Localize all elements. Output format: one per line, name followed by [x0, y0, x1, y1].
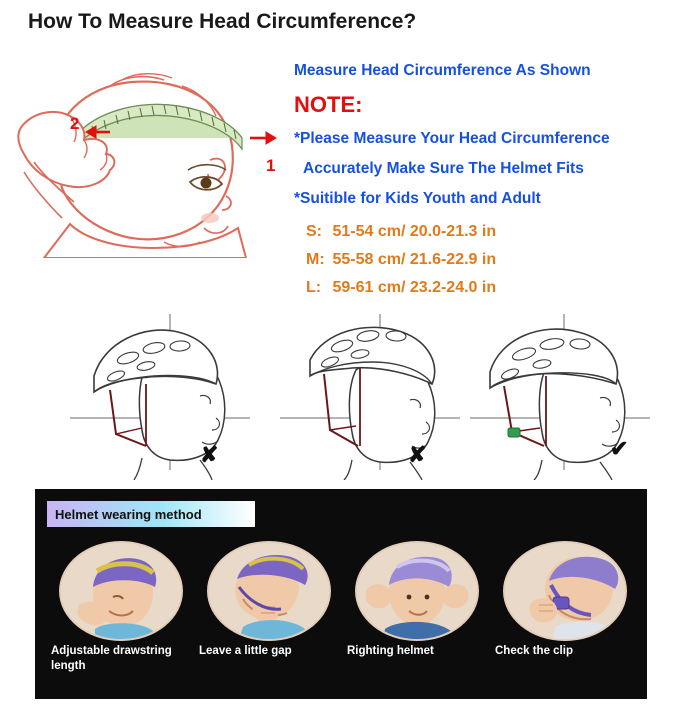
wearing-step-2 [193, 541, 341, 693]
size-row-s [306, 218, 679, 246]
fit-sketch-1 [50, 300, 270, 480]
helmet-fit-examples [10, 300, 670, 480]
fit-sketch-3 [460, 300, 679, 480]
fit-mark-1: ✘ [200, 442, 219, 467]
wearing-step-1-caption: Adjustable drawstring length [51, 645, 172, 672]
wearing-step-2-caption: Leave a little gap [199, 645, 292, 657]
size-row-l [306, 274, 679, 302]
measure-instructions [294, 56, 679, 302]
size-label-m: M: [306, 251, 325, 268]
instructions-line-2: Accurately Make Sure The Helmet Fits [303, 160, 584, 177]
panel-title: Helmet wearing method [55, 506, 202, 522]
size-value-l: 59-61 cm/ 23.2-24.0 in [332, 279, 497, 296]
panel-title-banner [47, 501, 255, 527]
wearing-method-panel [35, 489, 647, 699]
wearing-steps [45, 541, 637, 693]
step-1-label: 1 [266, 156, 276, 175]
fit-mark-3: ✔ [610, 436, 629, 461]
size-value-m: 55-58 cm/ 21.6-22.9 in [332, 251, 497, 268]
page-title-question-mark: ? [403, 10, 417, 33]
baby-measuring-illustration [14, 42, 286, 258]
page-title-text: How To Measure Head Circumference [28, 10, 404, 33]
wearing-step-4-caption: Check the clip [495, 645, 573, 657]
size-label-l: L: [306, 279, 322, 296]
instructions-line-1: *Please Measure Your Head Circumference [294, 130, 610, 147]
wearing-step-3-caption: Righting helmet [347, 645, 434, 657]
wearing-step-4 [489, 541, 637, 693]
wearing-step-4-photo [503, 541, 627, 641]
wearing-step-2-photo [207, 541, 331, 641]
step-2-label: 2 [70, 114, 80, 133]
wearing-step-1-photo [59, 541, 183, 641]
instructions-heading: Measure Head Circumference As Shown [294, 62, 591, 79]
instructions-line-3: *Suitible for Kids Youth and Adult [294, 190, 541, 207]
fit-example-too-far-back [50, 300, 270, 480]
page-title [28, 10, 416, 34]
wearing-step-3 [341, 541, 489, 693]
arrow-1 [250, 132, 276, 144]
note-label: NOTE: [294, 92, 363, 117]
fit-example-correct [460, 300, 679, 480]
fit-mark-2: ✘ [408, 442, 427, 467]
wearing-step-3-photo [355, 541, 479, 641]
size-label-s: S: [306, 223, 322, 240]
wearing-step-1 [45, 541, 193, 693]
size-row-m [306, 246, 679, 274]
baby-measuring-svg [14, 42, 286, 258]
size-value-s: 51-54 cm/ 20.0-21.3 in [332, 223, 497, 240]
fit-sketch-2 [260, 300, 480, 480]
fit-example-too-far-forward [260, 300, 480, 480]
